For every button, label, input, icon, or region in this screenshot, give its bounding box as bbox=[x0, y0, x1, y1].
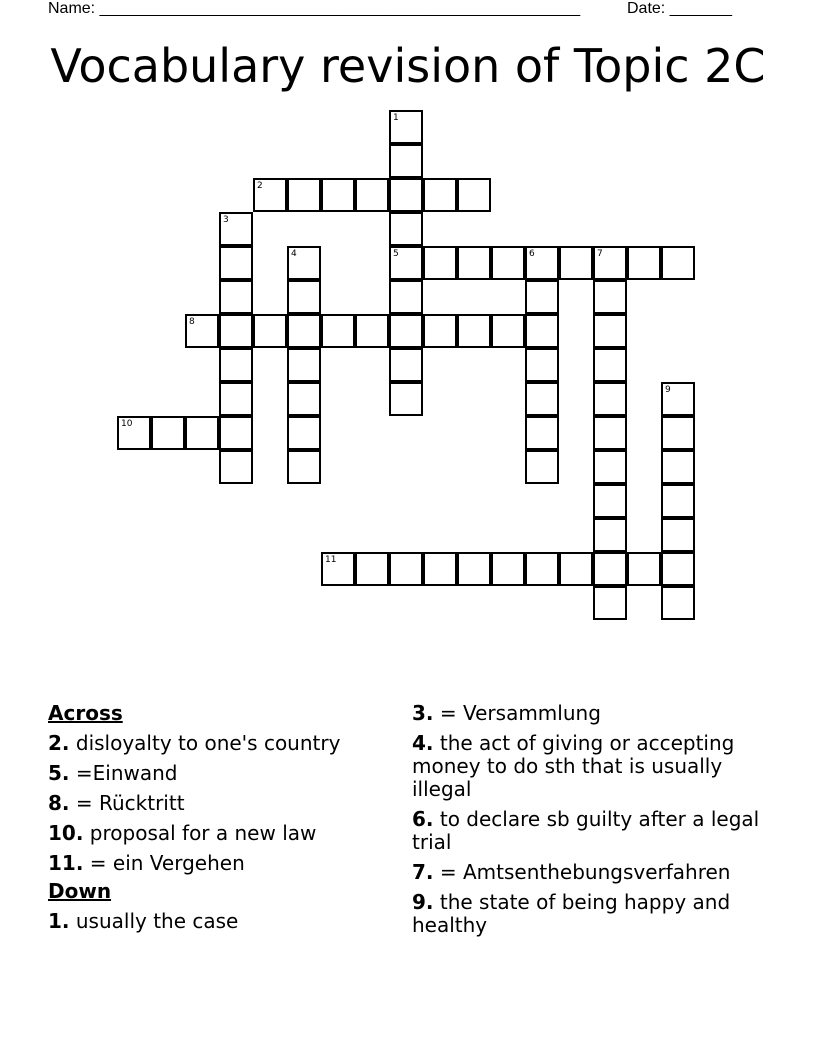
clue-number: 8. bbox=[48, 791, 70, 815]
crossword-cell[interactable] bbox=[593, 382, 627, 416]
crossword-cell[interactable] bbox=[287, 382, 321, 416]
clue-number: 2. bbox=[48, 731, 70, 755]
crossword-cell[interactable] bbox=[219, 212, 253, 246]
crossword-cell[interactable] bbox=[525, 416, 559, 450]
crossword-cell[interactable] bbox=[661, 416, 695, 450]
clue-number: 1. bbox=[48, 909, 70, 933]
crossword-cell[interactable] bbox=[219, 450, 253, 484]
crossword-cell[interactable] bbox=[321, 178, 355, 212]
crossword-cell[interactable] bbox=[593, 280, 627, 314]
cell-number: 6 bbox=[529, 249, 535, 259]
crossword-cell[interactable] bbox=[219, 314, 253, 348]
crossword-cell[interactable] bbox=[151, 416, 185, 450]
page-title: Vocabulary revision of Topic 2C bbox=[50, 39, 766, 93]
crossword-cell[interactable] bbox=[661, 518, 695, 552]
clue-down-1 bbox=[48, 910, 388, 933]
crossword-cell[interactable] bbox=[423, 178, 457, 212]
crossword-cell[interactable] bbox=[593, 586, 627, 620]
crossword-cell[interactable] bbox=[491, 314, 525, 348]
clue-text: =Einwand bbox=[75, 761, 178, 785]
crossword-cell[interactable] bbox=[423, 552, 457, 586]
crossword-cell[interactable] bbox=[219, 246, 253, 280]
date-field: Date: _______ bbox=[627, 0, 732, 17]
crossword-cell[interactable] bbox=[457, 246, 491, 280]
crossword-cell[interactable] bbox=[661, 382, 695, 416]
clue-down-3 bbox=[412, 702, 762, 725]
crossword-cell[interactable] bbox=[219, 280, 253, 314]
clue-number: 7. bbox=[412, 860, 434, 884]
crossword-cell[interactable] bbox=[661, 552, 695, 586]
crossword-cell[interactable] bbox=[389, 110, 423, 144]
clue-down-9 bbox=[412, 891, 762, 937]
crossword-cell[interactable] bbox=[389, 212, 423, 246]
crossword-cell[interactable] bbox=[117, 416, 151, 450]
crossword-cell[interactable] bbox=[661, 484, 695, 518]
crossword-cell[interactable] bbox=[593, 484, 627, 518]
crossword-cell[interactable] bbox=[525, 314, 559, 348]
crossword-cell[interactable] bbox=[321, 552, 355, 586]
cell-number: 10 bbox=[121, 419, 133, 429]
clue-number: 9. bbox=[412, 890, 434, 914]
crossword-cell[interactable] bbox=[219, 382, 253, 416]
cell-number: 11 bbox=[325, 555, 337, 565]
crossword-cell[interactable] bbox=[491, 246, 525, 280]
crossword-cell[interactable] bbox=[593, 348, 627, 382]
crossword-cell[interactable] bbox=[627, 552, 661, 586]
crossword-cell[interactable] bbox=[185, 314, 219, 348]
crossword-cell[interactable] bbox=[253, 178, 287, 212]
clue-number: 6. bbox=[412, 807, 434, 831]
crossword-cell[interactable] bbox=[287, 178, 321, 212]
cell-number: 8 bbox=[189, 317, 195, 327]
cell-number: 9 bbox=[665, 385, 671, 395]
clue-text: = ein Vergehen bbox=[89, 851, 245, 875]
crossword-cell[interactable] bbox=[355, 314, 389, 348]
crossword-cell[interactable] bbox=[321, 314, 355, 348]
crossword-cell[interactable] bbox=[287, 450, 321, 484]
clue-text: = Amtsenthebungsverfahren bbox=[439, 860, 731, 884]
cell-number: 1 bbox=[393, 113, 399, 123]
crossword-cell[interactable] bbox=[661, 586, 695, 620]
crossword-cell[interactable] bbox=[593, 552, 627, 586]
crossword-cell[interactable] bbox=[253, 314, 287, 348]
clue-number: 10. bbox=[48, 821, 84, 845]
clue-number: 5. bbox=[48, 761, 70, 785]
crossword-cell[interactable] bbox=[457, 314, 491, 348]
clue-text: the state of being happy and healthy bbox=[412, 890, 731, 937]
clue-down-6 bbox=[412, 808, 762, 854]
crossword-cell[interactable] bbox=[525, 552, 559, 586]
clue-across-10 bbox=[48, 822, 388, 845]
crossword-cell[interactable] bbox=[389, 552, 423, 586]
cell-number: 3 bbox=[223, 215, 229, 225]
crossword-cell[interactable] bbox=[185, 416, 219, 450]
cell-number: 2 bbox=[257, 181, 263, 191]
clue-text: the act of giving or accepting money to do sth that is usually illegal bbox=[412, 731, 735, 801]
clues-left-column bbox=[48, 702, 388, 940]
crossword-cell[interactable] bbox=[219, 416, 253, 450]
clue-text: proposal for a new law bbox=[89, 821, 317, 845]
clue-across-5 bbox=[48, 762, 388, 785]
clue-across-11 bbox=[48, 852, 388, 875]
crossword-cell[interactable] bbox=[389, 144, 423, 178]
crossword-cell[interactable] bbox=[661, 450, 695, 484]
crossword-cell[interactable] bbox=[627, 246, 661, 280]
crossword-cell[interactable] bbox=[593, 246, 627, 280]
crossword-cell[interactable] bbox=[287, 246, 321, 280]
name-field: Name: ______________________________________________________ bbox=[48, 0, 581, 17]
clue-across-8 bbox=[48, 792, 388, 815]
crossword-cell[interactable] bbox=[423, 314, 457, 348]
crossword-cell[interactable] bbox=[389, 178, 423, 212]
crossword-cell[interactable] bbox=[491, 552, 525, 586]
clue-text: usually the case bbox=[75, 909, 239, 933]
crossword-cell[interactable] bbox=[525, 382, 559, 416]
crossword-cell[interactable] bbox=[287, 280, 321, 314]
crossword-cell[interactable] bbox=[389, 246, 423, 280]
clue-down-4 bbox=[412, 732, 762, 801]
crossword-cell[interactable] bbox=[219, 348, 253, 382]
crossword-cell[interactable] bbox=[525, 280, 559, 314]
clue-across-2 bbox=[48, 732, 388, 755]
clue-number: 4. bbox=[412, 731, 434, 755]
down-heading: Down bbox=[48, 879, 112, 903]
crossword-cell[interactable] bbox=[389, 348, 423, 382]
crossword-cell[interactable] bbox=[423, 246, 457, 280]
crossword-cell[interactable] bbox=[593, 416, 627, 450]
crossword-cell[interactable] bbox=[457, 552, 491, 586]
crossword-cell[interactable] bbox=[389, 314, 423, 348]
crossword-cell[interactable] bbox=[593, 450, 627, 484]
crossword-cell[interactable] bbox=[355, 178, 389, 212]
clue-text: = Versammlung bbox=[439, 701, 601, 725]
crossword-cell[interactable] bbox=[355, 552, 389, 586]
cell-number: 4 bbox=[291, 249, 297, 259]
crossword-cell[interactable] bbox=[525, 348, 559, 382]
crossword-cell[interactable] bbox=[389, 382, 423, 416]
crossword-cell[interactable] bbox=[287, 348, 321, 382]
crossword-cell[interactable] bbox=[661, 246, 695, 280]
clue-text: = Rücktritt bbox=[75, 791, 185, 815]
clue-text: to declare sb guilty after a legal trial bbox=[412, 807, 760, 854]
cell-number: 7 bbox=[597, 249, 603, 259]
crossword-cell[interactable] bbox=[559, 246, 593, 280]
crossword-cell[interactable] bbox=[559, 552, 593, 586]
clue-text: disloyalty to one's country bbox=[75, 731, 341, 755]
crossword-cell[interactable] bbox=[287, 314, 321, 348]
crossword-cell[interactable] bbox=[525, 246, 559, 280]
clue-number: 3. bbox=[412, 701, 434, 725]
crossword-cell[interactable] bbox=[287, 416, 321, 450]
crossword-cell[interactable] bbox=[593, 314, 627, 348]
cell-number: 5 bbox=[393, 249, 399, 259]
crossword-cell[interactable] bbox=[525, 450, 559, 484]
clue-down-7 bbox=[412, 861, 762, 884]
crossword-cell[interactable] bbox=[389, 280, 423, 314]
clues-right-column bbox=[412, 702, 762, 944]
clue-number: 11. bbox=[48, 851, 84, 875]
crossword-cell[interactable] bbox=[593, 518, 627, 552]
crossword-cell[interactable] bbox=[457, 178, 491, 212]
across-heading: Across bbox=[48, 701, 123, 725]
